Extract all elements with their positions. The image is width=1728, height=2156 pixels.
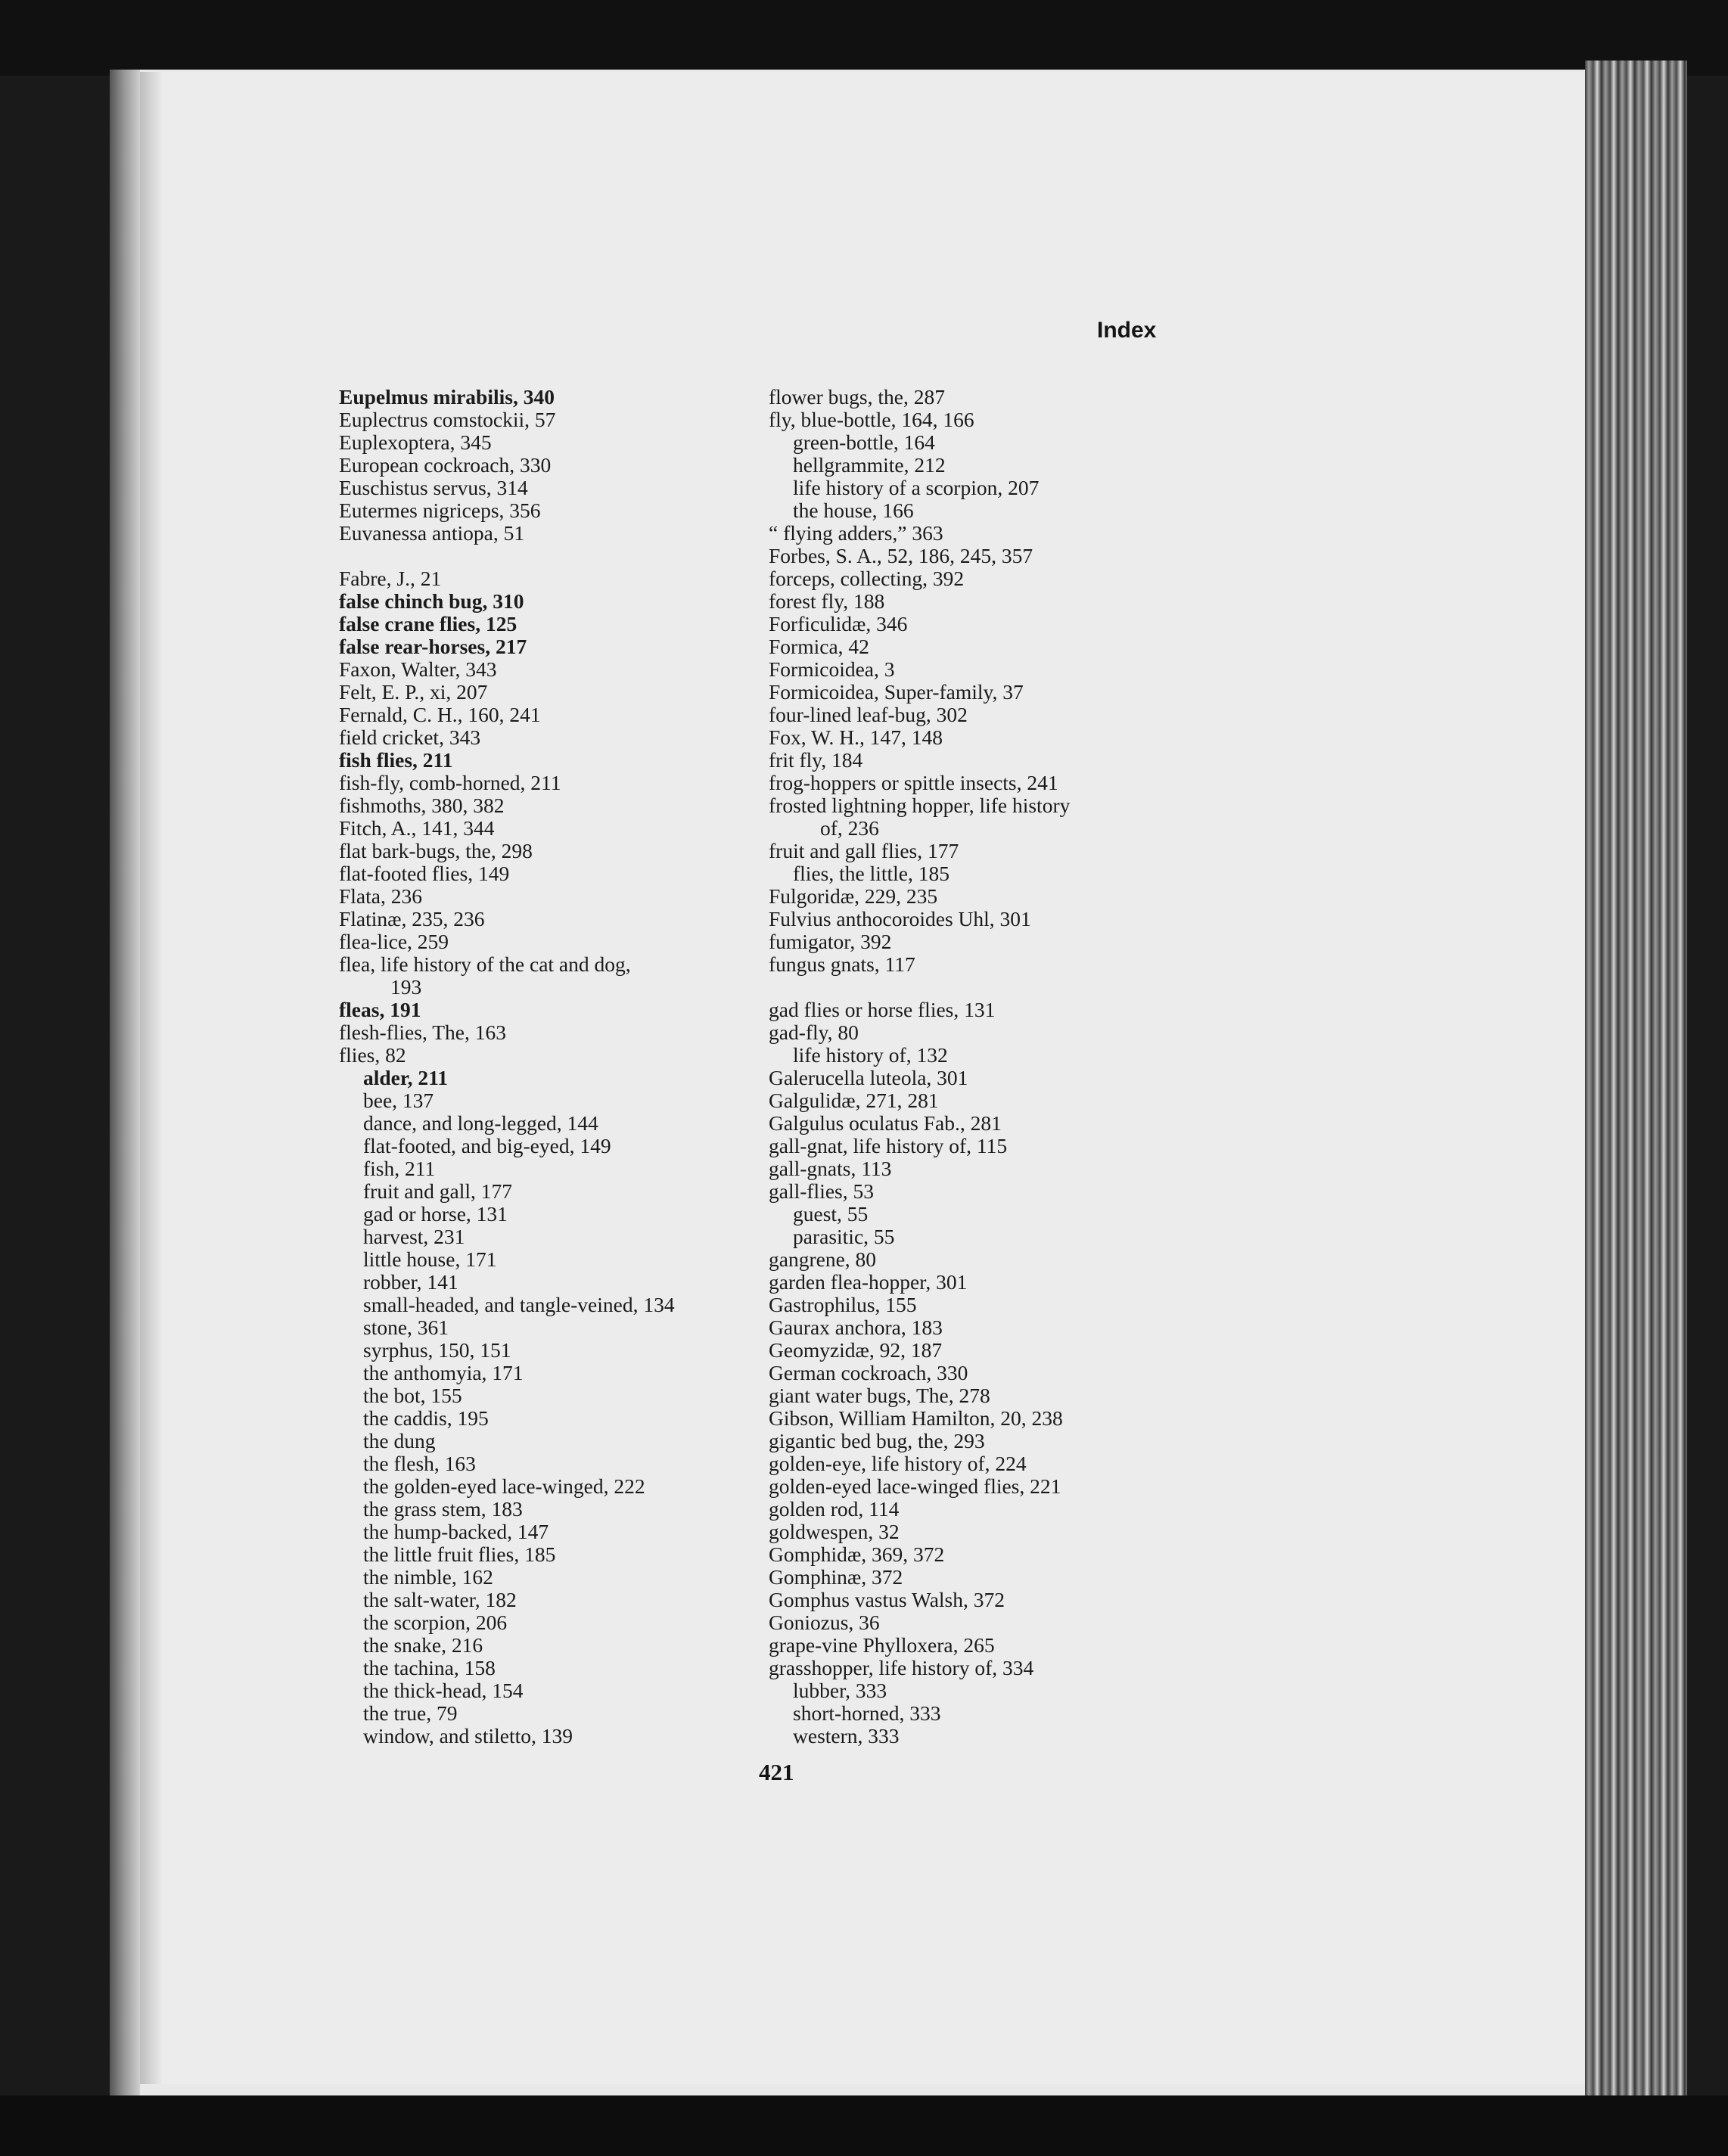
index-entry: the anthomyia, 171 xyxy=(363,1361,524,1384)
index-entry: guest, 55 xyxy=(793,1202,869,1226)
index-entry: the thick-head, 154 xyxy=(363,1679,524,1702)
index-entry: flesh-flies, The, 163 xyxy=(339,1021,506,1044)
index-entry: alder, 211 xyxy=(363,1066,449,1089)
index-entry: the snake, 216 xyxy=(363,1633,483,1657)
page-edges xyxy=(1585,61,1687,2103)
index-entry: golden-eye, life history of, 224 xyxy=(769,1452,1027,1475)
index-entry: four-lined leaf-bug, 302 xyxy=(769,703,968,726)
index-entry: frit fly, 184 xyxy=(769,748,863,772)
index-entry: lubber, 333 xyxy=(793,1679,887,1702)
index-entry: forest fly, 188 xyxy=(769,589,885,613)
index-entry: gall-gnats, 113 xyxy=(769,1157,892,1180)
index-entry: the little fruit flies, 185 xyxy=(363,1542,556,1566)
index-entry: fish, 211 xyxy=(363,1157,436,1180)
index-entry: green-bottle, 164 xyxy=(793,430,935,454)
index-entry: Fabre, J., 21 xyxy=(339,567,442,590)
index-entry: gigantic bed bug, the, 293 xyxy=(769,1429,985,1452)
index-entry: gad flies or horse flies, 131 xyxy=(769,998,996,1021)
index-entry: Faxon, Walter, 343 xyxy=(339,657,497,681)
index-entry: western, 333 xyxy=(793,1724,900,1747)
scan-border-bottom xyxy=(0,2095,1728,2156)
index-entry: Gomphus vastus Walsh, 372 xyxy=(769,1588,1005,1611)
index-entry: gall-flies, 53 xyxy=(769,1179,874,1203)
index-entry: fishmoths, 380, 382 xyxy=(339,794,505,817)
index-entry: dance, and long-legged, 144 xyxy=(363,1111,598,1135)
index-entry: gangrene, 80 xyxy=(769,1247,877,1271)
index-entry: the tachina, 158 xyxy=(363,1656,496,1679)
index-entry: window, and stiletto, 139 xyxy=(363,1724,573,1747)
index-entry: flat-footed flies, 149 xyxy=(339,862,510,885)
index-entry: gad-fly, 80 xyxy=(769,1021,859,1044)
index-entry: Galgulus oculatus Fab., 281 xyxy=(769,1111,1002,1135)
index-entry: gad or horse, 131 xyxy=(363,1202,508,1226)
index-entry: the nimble, 162 xyxy=(363,1565,493,1589)
index-entry: goldwespen, 32 xyxy=(769,1520,900,1543)
index-entry: the golden-eyed lace-winged, 222 xyxy=(363,1474,645,1498)
index-entry: Fulvius anthocoroides Uhl, 301 xyxy=(769,907,1031,930)
index-entry: the salt-water, 182 xyxy=(363,1588,517,1611)
index-entry: Formica, 42 xyxy=(769,635,869,658)
index-entry: fleas, 191 xyxy=(339,998,421,1021)
book-gutter xyxy=(110,70,140,2097)
index-entry: fumigator, 392 xyxy=(769,930,892,953)
index-entry: Fox, W. H., 147, 148 xyxy=(769,725,943,749)
index-entry: the house, 166 xyxy=(793,499,914,522)
index-entry: of, 236 xyxy=(820,816,879,840)
index-column-right xyxy=(769,386,1192,1747)
index-entry: hellgrammite, 212 xyxy=(793,453,946,477)
index-entry: Fernald, C. H., 160, 241 xyxy=(339,703,541,726)
index-entry: frosted lightning hopper, life history xyxy=(769,794,1071,817)
index-entry: Euvanessa antiopa, 51 xyxy=(339,521,525,545)
scan-border-top xyxy=(0,0,1728,76)
index-entry: grasshopper, life history of, 334 xyxy=(769,1656,1034,1679)
index-entry: Formicoidea, Super-family, 37 xyxy=(769,680,1024,704)
index-entry: Eupelmus mirabilis, 340 xyxy=(339,385,555,409)
index-entry: the scorpion, 206 xyxy=(363,1611,508,1634)
index-entry: golden-eyed lace-winged flies, 221 xyxy=(769,1474,1061,1498)
index-entry: forceps, collecting, 392 xyxy=(769,567,965,590)
index-entry: Felt, E. P., xi, 207 xyxy=(339,680,488,704)
index-entry: Goniozus, 36 xyxy=(769,1611,880,1634)
index-entry: Gaurax anchora, 183 xyxy=(769,1316,943,1339)
index-entry: the caddis, 195 xyxy=(363,1406,489,1430)
index-entry: short-horned, 333 xyxy=(793,1701,941,1725)
index-entry: Euschistus servus, 314 xyxy=(339,476,528,499)
index-entry: small-headed, and tangle-veined, 134 xyxy=(363,1293,675,1316)
index-entry: 193 xyxy=(390,975,422,999)
index-entry: golden rod, 114 xyxy=(769,1497,900,1521)
index-entry: Fitch, A., 141, 344 xyxy=(339,816,495,840)
index-entry: fruit and gall flies, 177 xyxy=(769,839,959,862)
index-entry: field cricket, 343 xyxy=(339,725,481,749)
index-entry: gall-gnat, life history of, 115 xyxy=(769,1134,1008,1157)
index-entry: fruit and gall, 177 xyxy=(363,1179,513,1203)
index-entry: flies, 82 xyxy=(339,1043,406,1067)
index-entry: the bot, 155 xyxy=(363,1384,462,1407)
index-entry: Forficulidæ, 346 xyxy=(769,612,908,635)
index-entry: fish-fly, comb-horned, 211 xyxy=(339,771,561,794)
index-entry: Gomphidæ, 369, 372 xyxy=(769,1542,945,1566)
running-head: Index xyxy=(1097,318,1157,343)
index-entry: Euplexoptera, 345 xyxy=(339,430,492,454)
index-entry: flat-footed, and big-eyed, 149 xyxy=(363,1134,611,1157)
index-entry: giant water bugs, The, 278 xyxy=(769,1384,990,1407)
index-entry: harvest, 231 xyxy=(363,1225,465,1248)
index-entry: false chinch bug, 310 xyxy=(339,589,524,613)
index-entry: Galerucella luteola, 301 xyxy=(769,1066,968,1089)
index-entry: fly, blue-bottle, 164, 166 xyxy=(769,408,974,431)
index-entry: false rear-horses, 217 xyxy=(339,635,527,658)
index-entry: Euplectrus comstockii, 57 xyxy=(339,408,556,431)
index-entry: Galgulidæ, 271, 281 xyxy=(769,1089,939,1112)
index-entry: stone, 361 xyxy=(363,1316,449,1339)
index-entry: Flatinæ, 235, 236 xyxy=(339,907,485,930)
index-entry: Fulgoridæ, 229, 235 xyxy=(769,884,938,908)
index-entry: bee, 137 xyxy=(363,1089,434,1112)
index-entry: flat bark-bugs, the, 298 xyxy=(339,839,533,862)
index-entry: the hump-backed, 147 xyxy=(363,1520,549,1543)
index-entry: the flesh, 163 xyxy=(363,1452,476,1475)
index-entry: syrphus, 150, 151 xyxy=(363,1338,511,1362)
index-entry: frog-hoppers or spittle insects, 241 xyxy=(769,771,1058,794)
index-entry: little house, 171 xyxy=(363,1247,497,1271)
index-column-left xyxy=(339,386,763,1747)
index-entry: “ flying adders,” 363 xyxy=(769,521,943,545)
index-entry: grape-vine Phylloxera, 265 xyxy=(769,1633,995,1657)
index-entry: Eutermes nigriceps, 356 xyxy=(339,499,541,522)
index-entry: flies, the little, 185 xyxy=(793,862,949,885)
index-entry: Flata, 236 xyxy=(339,884,422,908)
index-entry: life history of, 132 xyxy=(793,1043,948,1067)
letter-group-break xyxy=(339,545,763,567)
index-entry: Gibson, William Hamilton, 20, 238 xyxy=(769,1406,1063,1430)
index-entry: robber, 141 xyxy=(363,1270,458,1294)
letter-group-break xyxy=(769,976,1192,999)
index-entry: Geomyzidæ, 92, 187 xyxy=(769,1338,943,1362)
index-entry: garden flea-hopper, 301 xyxy=(769,1270,968,1294)
index-entry: Gomphinæ, 372 xyxy=(769,1565,903,1589)
index-entry: flea, life history of the cat and dog, xyxy=(339,952,631,976)
index-entry: Forbes, S. A., 52, 186, 245, 357 xyxy=(769,544,1033,567)
index-entry: German cockroach, 330 xyxy=(769,1361,968,1384)
index-entry: flea-lice, 259 xyxy=(339,930,449,953)
index-entry: false crane flies, 125 xyxy=(339,612,517,635)
index-entry: European cockroach, 330 xyxy=(339,453,552,477)
page-shadow xyxy=(140,72,163,2084)
index-entry: Formicoidea, 3 xyxy=(769,657,895,681)
index-entry: the grass stem, 183 xyxy=(363,1497,523,1521)
index-entry: parasitic, 55 xyxy=(793,1225,895,1248)
index-entry: flower bugs, the, 287 xyxy=(769,385,945,409)
page-number: 421 xyxy=(759,1759,794,1785)
index-entry: Gastrophilus, 155 xyxy=(769,1293,917,1316)
index-entry: life history of a scorpion, 207 xyxy=(793,476,1040,499)
index-entry: fungus gnats, 117 xyxy=(769,952,915,976)
index-entry: fish flies, 211 xyxy=(339,748,453,772)
index-entry: the dung xyxy=(363,1429,436,1452)
index-entry: the true, 79 xyxy=(363,1701,458,1725)
